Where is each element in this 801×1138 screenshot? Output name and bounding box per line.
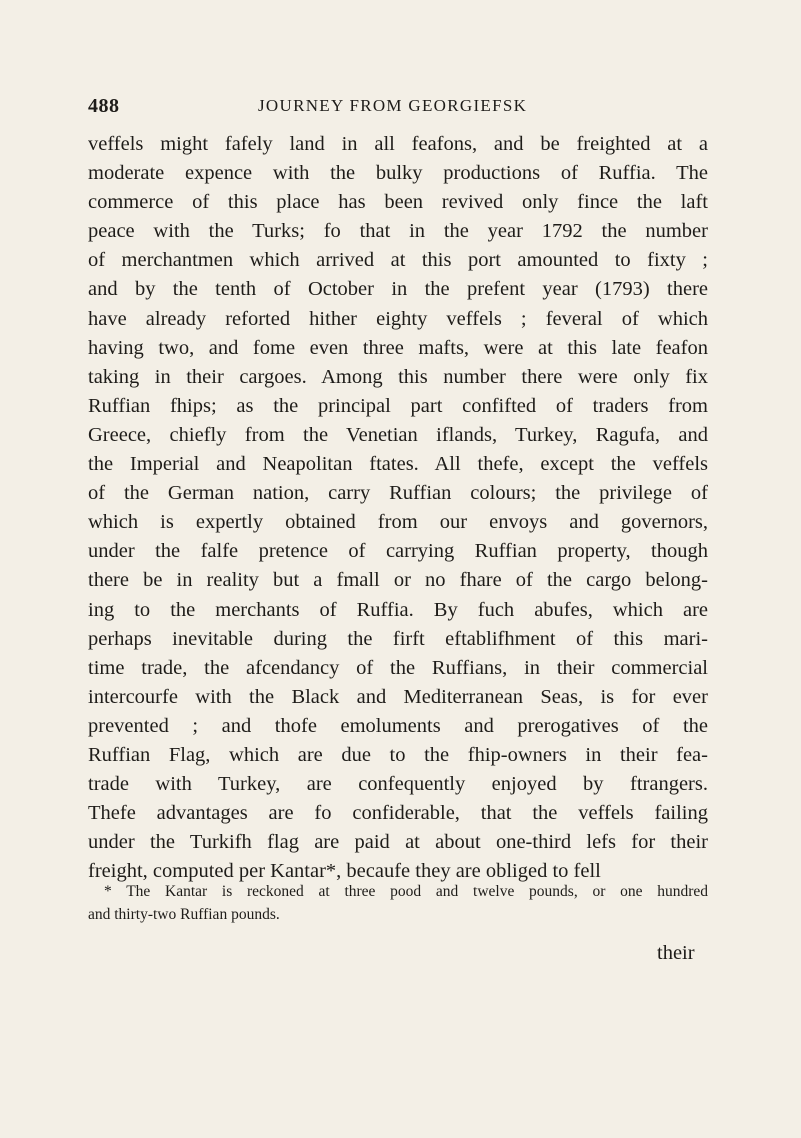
- footnote-line: and thirty-two Ruffian pounds.: [88, 906, 280, 923]
- text-line: the Imperial and Neapolitan ftates. All thefe, except the veffels: [88, 453, 708, 476]
- text-line: trade with Turkey, are confequently enjoyed by ftrangers.: [88, 773, 708, 796]
- running-head: [88, 95, 708, 121]
- text-line: Ruffian Flag, which are due to the fhip-owners in their fea-: [88, 743, 708, 766]
- catchword: their: [657, 942, 695, 964]
- text-line: ing to the merchants of Ruffia. By fuch abufes, which are: [88, 598, 708, 621]
- text-line: moderate expence with the bulky productions of Ruffia. The: [88, 162, 708, 185]
- text-line: of merchantmen which arrived at this port amounted to fixty ;: [88, 249, 708, 272]
- text-line: commerce of this place has been revived only fince the laft: [88, 191, 708, 214]
- footnote: [88, 880, 708, 926]
- text-line: taking in their cargoes. Among this number there were only fix: [88, 365, 708, 388]
- text-line: perhaps inevitable during the firft eftablifhment of this mari-: [88, 627, 708, 650]
- text-line: Thefe advantages are fo confiderable, that the veffels failing: [88, 802, 708, 825]
- footnote-line: * The Kantar is reckoned at three pood and twelve pounds, or one hundred: [104, 883, 708, 900]
- text-line: there be in reality but a fmall or no fhare of the cargo belong-: [88, 569, 708, 592]
- text-line: prevented ; and thofe emoluments and prerogatives of the: [88, 714, 708, 737]
- text-line: under the falfe pretence of carrying Ruffian property, though: [88, 540, 708, 563]
- text-line: peace with the Turks; fo that in the year 1792 the number: [88, 220, 708, 243]
- text-line: Greece, chiefly from the Venetian iflands, Turkey, Ragufa, and: [88, 423, 708, 446]
- text-line: under the Turkifh flag are paid at about one-third lefs for their: [88, 831, 708, 854]
- running-title: JOURNEY FROM GEORGIEFSK: [258, 96, 528, 115]
- text-line: intercourfe with the Black and Mediterranean Seas, is for ever: [88, 685, 708, 708]
- text-line: having two, and fome even three mafts, were at this late feafon: [88, 336, 708, 359]
- text-line: which is expertly obtained from our envoys and governors,: [88, 511, 708, 534]
- text-line: veffels might fafely land in all feafons, and be freighted at a: [88, 133, 708, 155]
- text-line: time trade, the afcendancy of the Ruffians, in their commercial: [88, 656, 708, 679]
- body-paragraph: [88, 130, 708, 886]
- text-line: have already reforted hither eighty veffels ; feveral of which: [88, 307, 708, 330]
- text-line: of the German nation, carry Ruffian colours; the privilege of: [88, 482, 708, 505]
- page-number: 488: [88, 95, 120, 117]
- text-line: freight, computed per Kantar*, becaufe they are obliged to fell: [88, 860, 601, 883]
- text-line: and by the tenth of October in the prefent year (1793) there: [88, 278, 708, 301]
- text-line: Ruffian fhips; as the principal part confifted of traders from: [88, 394, 708, 417]
